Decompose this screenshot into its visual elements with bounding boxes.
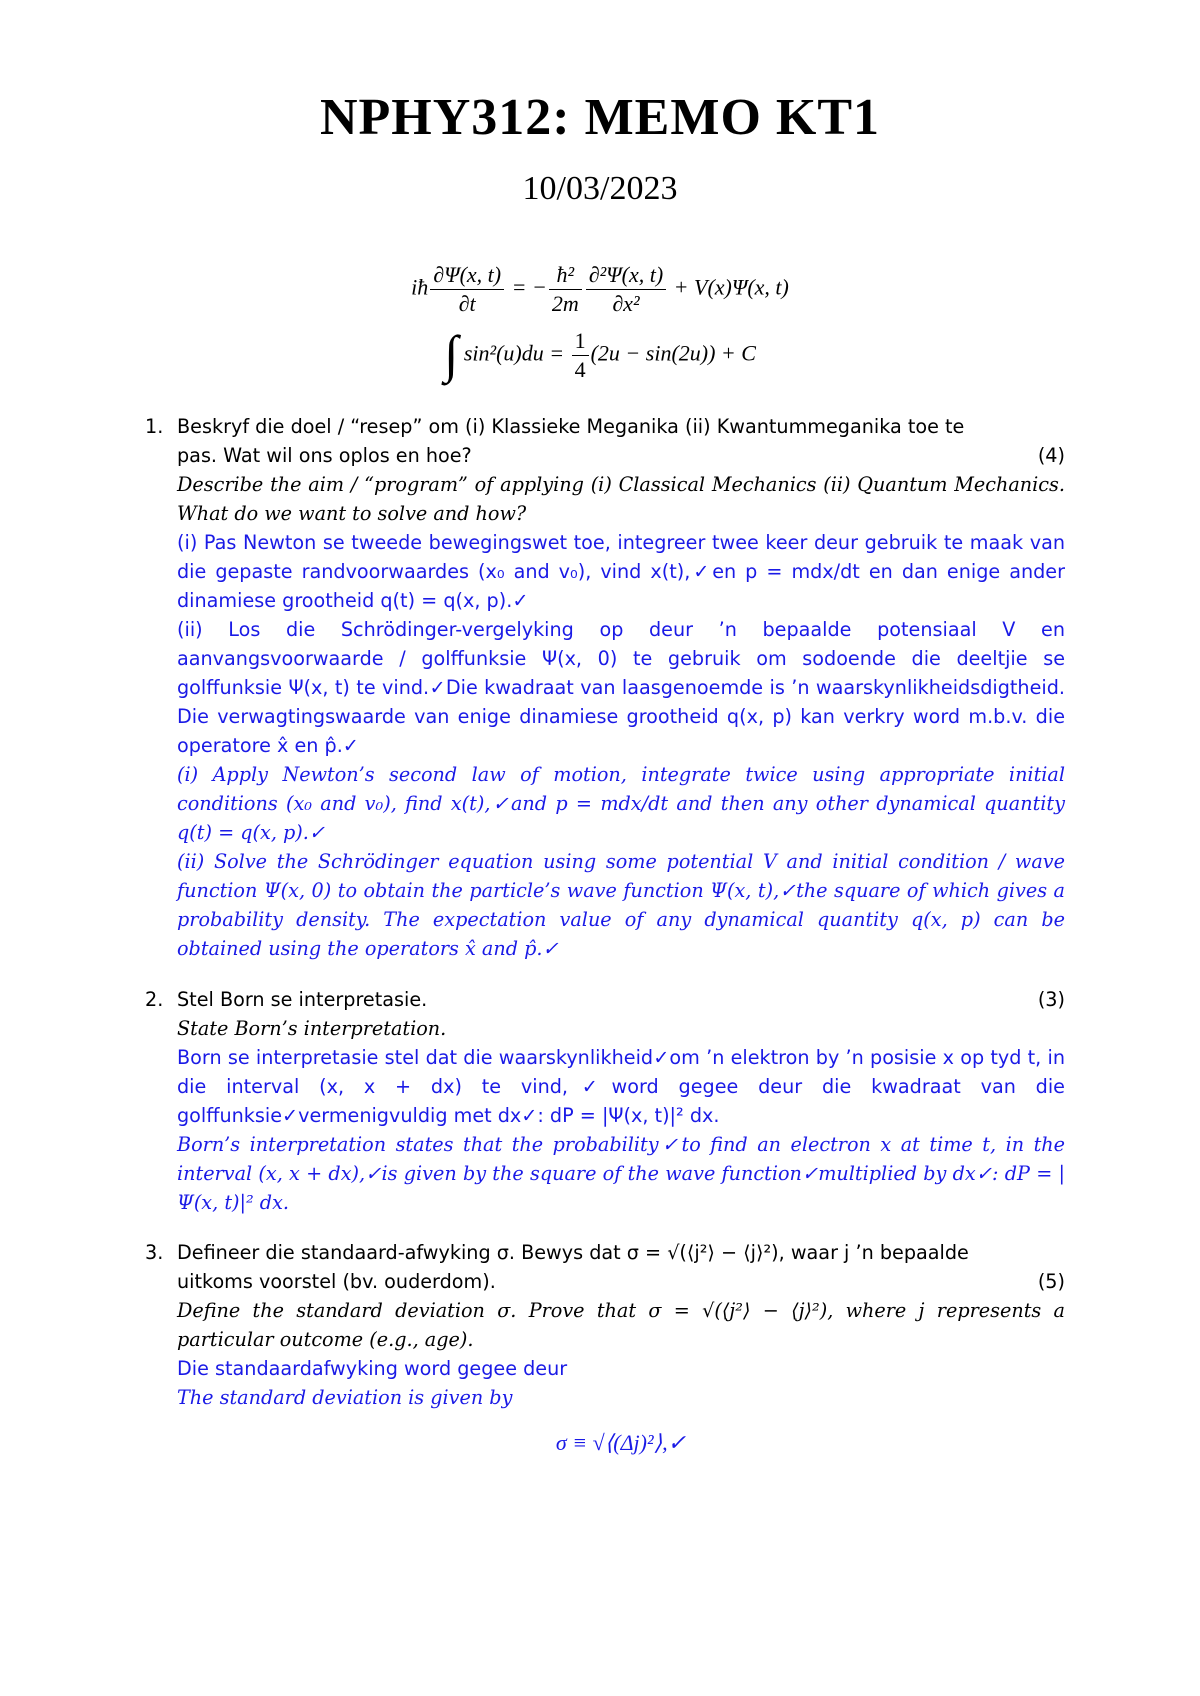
answer-af: Die standaardafwyking word gegee deur <box>177 1357 568 1380</box>
integral-tail: (2u − sin(2u)) + C <box>590 340 756 366</box>
eq-d2-den: ∂x² <box>612 291 640 316</box>
eq-tail: + V(x)Ψ(x, t) <box>673 274 789 300</box>
page-title: NPHY312: MEMO KT1 <box>319 89 881 146</box>
question-marks: (4) <box>1037 444 1065 467</box>
question-af-line: Stel Born se interpretasie. <box>177 988 428 1011</box>
question-1 <box>145 412 1065 963</box>
question-af-line: Beskryf die doel / “resep” om (i) Klassieke Meganika (ii) Kwantummeganika toe te <box>177 415 965 438</box>
eq-d2-fraction <box>586 262 666 317</box>
integral-integrand: sin²(u)du = <box>463 340 565 366</box>
question-en: State Born’s interpretation. <box>177 1017 447 1040</box>
question-af-line: Defineer die standaard-afwyking σ. Bewys dat σ = √(⟨j²⟩ − ⟨j⟩²), waar j ’n bepaalde <box>177 1241 969 1264</box>
eq-coef-num: ħ² <box>549 262 582 290</box>
question-marks: (5) <box>1037 1270 1065 1293</box>
question-number: 3. <box>145 1241 164 1264</box>
eq-lhs-den: ∂t <box>458 291 476 316</box>
eq-lhs-num: ∂Ψ(x, t) <box>430 262 504 290</box>
answer-en: The standard deviation is given by <box>177 1386 513 1409</box>
eq-d2-num: ∂²Ψ(x, t) <box>586 262 666 290</box>
question-af-line: uitkoms voorstel (bv. ouderdom). <box>177 1270 496 1293</box>
eq-lhs-fraction <box>430 262 504 317</box>
eq-coef-fraction <box>549 262 582 317</box>
answer-af-ii: (ii) Los die Schrödinger-vergelyking op deur ’n bepaalde potensiaal V en aanvangsvoorwaarde / golffunksie Ψ(x, 0) te gebruik om sodoende die deeltjie se golffunksie Ψ(x, t) te vind.✓Die kwadraat van laasgenoemde is ’n waarskynlikheidsdigtheid. Die verwagtingswaarde van enige dinamiese grootheid q(x, p) kan verkry word m.b.v. die operatore x̂ en p̂.✓ <box>177 618 1065 757</box>
eq-coef-den: 2m <box>551 291 579 316</box>
answer-en-i: (i) Apply Newton’s second law of motion, integrate twice using appropriate initial conditions (x₀ and v₀), find x(t),✓and p = mdx/dt and then any other dynamical quantity q(t) = q(x, p).✓ <box>177 763 1065 844</box>
std-deviation-equation: σ ≡ √⟨(Δj)²⟩,✓ <box>555 1430 687 1455</box>
question-en: Define the standard deviation σ. Prove that σ = √(⟨j²⟩ − ⟨j⟩²), where j represents a particular outcome (e.g., age). <box>177 1299 1065 1351</box>
answer-af: Born se interpretasie stel dat die waarskynlikheid✓om ’n elektron by ’n posisie x op tyd t, in die interval (x, x + dx) te vind,✓word gegee deur die kwadraat van die golffunksie✓vermenigvuldig met dx✓: dP = |Ψ(x, t)|² dx. <box>177 1046 1065 1127</box>
answer-en-ii: (ii) Solve the Schrödinger equation using some potential V and initial condition / wave function Ψ(x, 0) to obtain the particle’s wave function Ψ(x, t),✓the square of which gives a probability density. The expectation value of any dynamical quantity q(x, p) can be obtained using the operators x̂ and p̂.✓ <box>177 850 1065 960</box>
integral-fraction <box>572 328 589 383</box>
answer-en: Born’s interpretation states that the probability✓to find an electron x at time t, in the interval (x, x + dx),✓is given by the square of the wave function✓multiplied by dx✓: dP = |Ψ(x, t)|² dx. <box>177 1133 1065 1214</box>
page-date: 10/03/2023 <box>522 170 678 207</box>
eq-equals: = − <box>511 274 547 300</box>
question-3 <box>145 1238 1065 1457</box>
question-number: 2. <box>145 988 164 1011</box>
integral-sign: ∫ <box>444 326 459 384</box>
integral-frac-den: 4 <box>574 357 586 382</box>
question-af-line: pas. Wat wil ons oplos en hoe? <box>177 444 472 467</box>
integral-frac-num: 1 <box>572 328 589 356</box>
question-marks: (3) <box>1037 988 1065 1011</box>
eq-prefix: iħ <box>411 274 429 300</box>
schrodinger-equation <box>0 262 1200 317</box>
question-en: Describe the aim / “program” of applying (i) Classical Mechanics (ii) Quantum Mechanics. What do we want to solve and how? <box>177 473 1065 525</box>
question-number: 1. <box>145 415 164 438</box>
question-2 <box>145 985 1065 1217</box>
answer-af-i: (i) Pas Newton se tweede bewegingswet toe, integreer twee keer deur gebruik te maak van die gepaste randvoorwaardes (x₀ and v₀), vind x(t),✓en p = mdx/dt en dan enige ander dinamiese grootheid q(t) = q(x, p).✓ <box>177 531 1065 612</box>
integral-equation <box>0 328 1200 383</box>
